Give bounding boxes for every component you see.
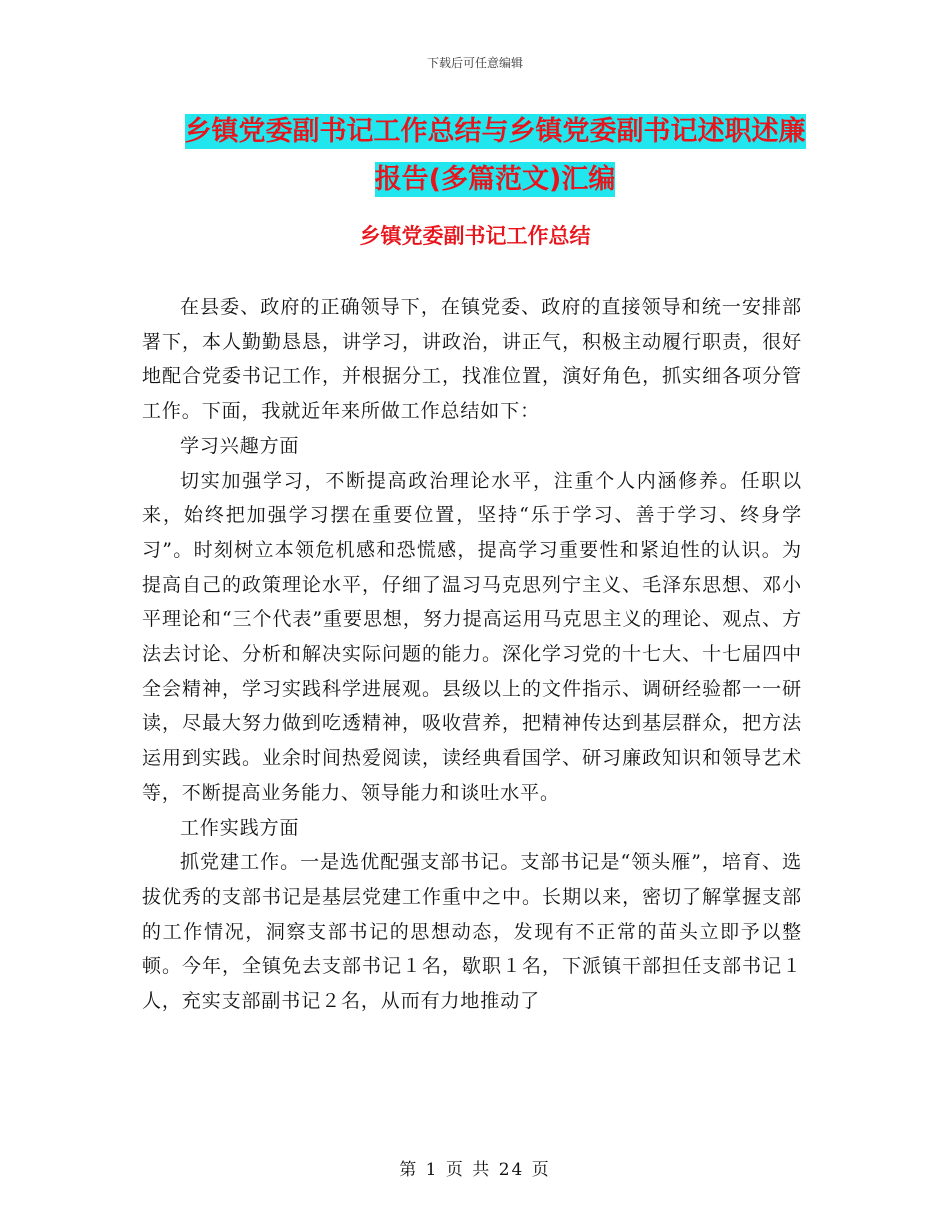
section-title: 乡镇党委副书记工作总结 <box>359 224 591 248</box>
subheading-study: 学习兴趣方面 <box>180 434 300 457</box>
document-title <box>140 108 850 204</box>
page-footer: 第 1 页 共 24 页 <box>399 1160 551 1180</box>
header-note: 下载后可任意编辑 <box>426 56 523 70</box>
paragraph-practice: 抓党建工作。一是选优配强支部书记。支部书记是“领头雁”，培育、选拔优秀的支部书记是基层党建工作重中之中。长期以来，密切了解掌握支部的工作情况，洞察支部书记的思想动态，发现有不正常的苗头立即予以整顿。今年，全镇免去支部书记１名，歇职１名，下派镇干部担任支部书记１人，充实支部副书记２名，从而有力地推动了 <box>142 851 802 1013</box>
subheading-practice: 工作实践方面 <box>180 816 300 839</box>
paragraph-study: 切实加强学习，不断提高政治理论水平，注重个人内涵修养。任职以来，始终把加强学习摆在重要位置，坚持“乐于学习、善于学习、终身学习”。时刻树立本领危机感和恐慌感，提高学习重要性和紧迫性的认识。为提高自己的政策理论水平，仔细了温习马克思列宁主义、毛泽东思想、邓小平理论和“三个代表”重要思想，努力提高运用马克思主义的理论、观点、方法去讨论、分析和解决实际问题的能力。深化学习党的十七大、十七届四中全会精神，学习实践科学进展观。县级以上的文件指示、调研经验都一一研读，尽最大努力做到吃透精神，吸收营养，把精神传达到基层群众，把方法运用到实践。业余时间热爱阅读，读经典看国学、研习廉政知识和领导艺术等，不断提高业务能力、领导能力和谈吐水平。 <box>142 469 802 804</box>
paragraph-intro: 在县委、政府的正确领导下，在镇党委、政府的直接领导和统一安排部署下，本人勤勤恳恳，讲学习，讲政治，讲正气，积极主动履行职责，很好地配合党委书记工作，并根据分工，找准位置，演好角色，抓实细各项分管工作。下面，我就近年来所做工作总结如下： <box>142 296 802 423</box>
title-line-2: 报告(多篇范文)汇编 <box>374 164 616 195</box>
document-body <box>142 290 802 1019</box>
title-line-1: 乡镇党委副书记工作总结与乡镇党委副书记述职述廉 <box>184 116 806 147</box>
